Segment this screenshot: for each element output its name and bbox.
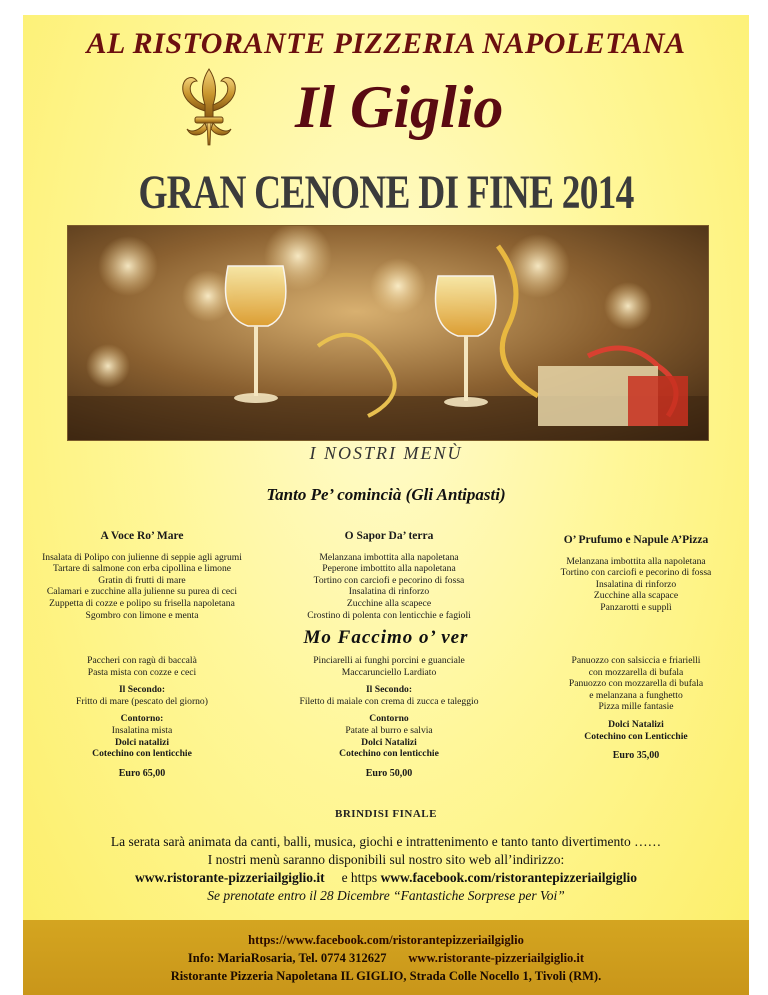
antipasti-title: Tanto Pe’ comincià (Gli Antipasti) bbox=[266, 485, 506, 504]
menu-item: Tartare di salmone con erba cipollina e limone bbox=[52, 563, 232, 575]
contorno-label: Contorno bbox=[369, 713, 409, 725]
menu-item: Gratin di frutti di mare bbox=[98, 574, 186, 586]
menu-item: Zucchine alla scapace bbox=[593, 590, 679, 602]
menu-item: Melanzana imbottita alla napoletana bbox=[319, 551, 459, 563]
brindisi-finale: BRINDISI FINALE bbox=[335, 808, 437, 820]
menu-item: Zuppetta di cozze e polipo su frisella napoletana bbox=[49, 597, 235, 609]
antipasti-pizza-column bbox=[523, 535, 749, 614]
menu-item: Melanzana imbottita alla napoletana bbox=[566, 555, 706, 567]
column-title: O’ Prufumo e Napule A’Pizza bbox=[563, 534, 709, 546]
and-text: e https bbox=[341, 870, 378, 885]
menu-item: Panzarotti e supplì bbox=[600, 601, 672, 613]
menu-item: Insalatina di rinforzo bbox=[348, 586, 430, 598]
menu-65-column bbox=[23, 655, 261, 779]
contact-info: Info: MariaRosaria, Tel. 0774 312627 bbox=[187, 951, 387, 965]
menu-item: Maccarunciello Lardiato bbox=[341, 666, 437, 678]
dolci-item: Dolci Natalizi bbox=[608, 718, 664, 730]
menu-item: Peperone imbottito alla napoletana bbox=[322, 563, 456, 575]
menu-item: Zucchine alla scapece bbox=[346, 597, 432, 609]
menu-price: Euro 50,00 bbox=[365, 767, 413, 779]
fleur-de-lis-icon bbox=[173, 67, 245, 149]
contact-band bbox=[23, 920, 749, 995]
antipasti-mare-column bbox=[23, 531, 261, 621]
menu-item: Calamari e zucchine alla julienne su purea di ceci bbox=[46, 586, 238, 598]
contorno-label: Contorno: bbox=[120, 713, 164, 725]
dolci-item: Dolci natalizi bbox=[114, 736, 170, 748]
menu-item: Insalatina mista bbox=[111, 724, 173, 736]
menu-price: Euro 35,00 bbox=[612, 750, 660, 762]
website-link[interactable]: www.ristorante-pizzeriailgiglio.it bbox=[134, 870, 325, 885]
menu-item: Tortino con carciofi e pecorino di fossa bbox=[560, 567, 712, 579]
dolci-item: Dolci Natalizi bbox=[361, 736, 417, 748]
logo-row bbox=[23, 65, 749, 155]
column-title: A Voce Ro’ Mare bbox=[100, 530, 184, 542]
menu-item: Paccheri con ragù di baccalà bbox=[87, 655, 197, 666]
facebook-url[interactable]: https://www.facebook.com/ristorantepizzeriailgiglio bbox=[248, 933, 524, 947]
cotechino-item: Cotechino con lenticchie bbox=[92, 748, 192, 760]
cotechino-item: Cotechino con lenticchie bbox=[339, 748, 439, 760]
menu-item: Sgombro con limone e menta bbox=[85, 609, 199, 621]
menu-item: Panuozzo con mozzarella di bufala bbox=[568, 678, 704, 690]
address: Ristorante Pizzeria Napoletana IL GIGLIO, Strada Colle Nocello 1, Tivoli (RM). bbox=[170, 969, 602, 983]
band-website-link[interactable]: www.ristorante-pizzeriailgiglio.it bbox=[408, 951, 585, 965]
menu-availability-line: I nostri menù saranno disponibili sul nostro sito web all’indirizzo: bbox=[207, 852, 565, 867]
menu-item: Tortino con carciofi e pecorino di fossa bbox=[313, 574, 465, 586]
menu-item: Pasta mista con cozze e ceci bbox=[87, 666, 197, 678]
menu-item: Filetto di maiale con crema di zucca e taleggio bbox=[299, 695, 479, 707]
menu-50-column bbox=[273, 655, 505, 779]
menu-item: Pinciarelli ai funghi porcini e guanciale bbox=[313, 655, 465, 666]
menu-item: Pizza mille fantasie bbox=[598, 701, 674, 713]
main-course-title: Mo Faccimo o’ ver bbox=[303, 627, 469, 648]
flyer-page bbox=[23, 15, 749, 995]
champagne-photo bbox=[67, 225, 709, 441]
antipasti-terra-column bbox=[273, 531, 505, 621]
menu-item: Insalata di Polipo con julienne di seppie agli agrumi bbox=[42, 551, 242, 563]
column-title: O Sapor Da’ terra bbox=[344, 530, 434, 542]
menu-item: Patate al burro e salvia bbox=[345, 724, 433, 736]
brand-name: Il Giglio bbox=[295, 74, 504, 140]
menu-item: Fritto di mare (pescato del giorno) bbox=[76, 695, 208, 707]
entertainment-line: La serata sarà animata da canti, balli, musica, giochi e intrattenimento e tanto tanto divertimento …… bbox=[110, 834, 662, 849]
booking-note: Se prenotate entro il 28 Dicembre “Fantastiche Sorprese per Voi” bbox=[207, 888, 565, 903]
menu-item: e melanzana a funghetto bbox=[589, 689, 683, 701]
info-line bbox=[23, 949, 749, 967]
menu-35-column bbox=[523, 655, 749, 762]
footer-info bbox=[23, 833, 749, 905]
secondo-label: Il Secondo: bbox=[365, 684, 413, 696]
cotechino-item: Cotechino con Lenticchie bbox=[584, 730, 688, 742]
pre-title: AL RISTORANTE PIZZERIA NAPOLETANA bbox=[86, 27, 686, 60]
secondo-label: Il Secondo: bbox=[118, 684, 166, 696]
event-title: GRAN CENONE DI FINE 2014 bbox=[138, 166, 634, 219]
menu-item: Crostino di polenta con lenticchie e fagioli bbox=[307, 609, 471, 621]
menu-item: Insalatina di rinforzo bbox=[595, 578, 677, 590]
menus-heading: I NOSTRI MENÙ bbox=[309, 443, 463, 463]
links-line bbox=[23, 869, 749, 887]
menu-price: Euro 65,00 bbox=[118, 767, 166, 779]
facebook-link[interactable]: www.facebook.com/ristorantepizzeriailgiglio bbox=[380, 870, 638, 885]
menu-item: con mozzarella di bufala bbox=[588, 666, 684, 678]
menu-item: Panuozzo con salsiccia e friarielli bbox=[571, 655, 701, 666]
